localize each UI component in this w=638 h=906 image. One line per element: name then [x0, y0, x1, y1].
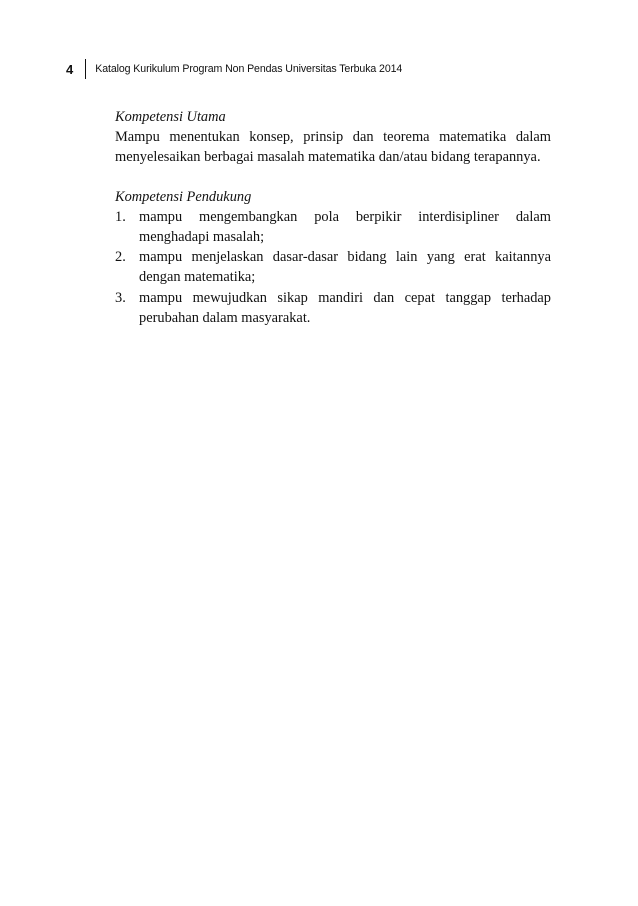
list-item-number: 2. — [115, 249, 126, 266]
list-item — [115, 288, 551, 328]
header-title: Katalog Kurikulum Program Non Pendas Universitas Terbuka 2014 — [95, 63, 403, 75]
section-gap — [115, 168, 551, 187]
list-item — [115, 247, 551, 287]
list-item-text: mampu mewujudkan sikap mandiri dan cepat tanggap terhadap perubahan dalam masyarakat. — [139, 289, 551, 326]
list-item-text: mampu menjelaskan dasar-dasar bidang lain yang erat kaitannya dengan matematika; — [139, 249, 551, 286]
page-content — [115, 107, 551, 328]
page-number: 4 — [66, 61, 74, 77]
list-item-text: mampu mengembangkan pola berpikir interdisipliner dalam menghadapi masalah; — [139, 208, 551, 246]
kompetensi-utama-text: Mampu menentukan konsep, prinsip dan teorema matematika dalam menyelesaikan berbagai masalah matematika dan/atau bidang terapannya. — [115, 129, 551, 166]
kompetensi-pendukung-heading: Kompetensi Pendukung — [115, 188, 252, 205]
list-item — [115, 207, 551, 247]
list-item-number: 1. — [115, 208, 126, 225]
list-item-number: 3. — [115, 289, 126, 306]
kompetensi-pendukung-list — [115, 207, 551, 328]
header-divider — [85, 59, 86, 79]
page-header — [66, 58, 402, 80]
kompetensi-utama-heading: Kompetensi Utama — [115, 109, 226, 125]
